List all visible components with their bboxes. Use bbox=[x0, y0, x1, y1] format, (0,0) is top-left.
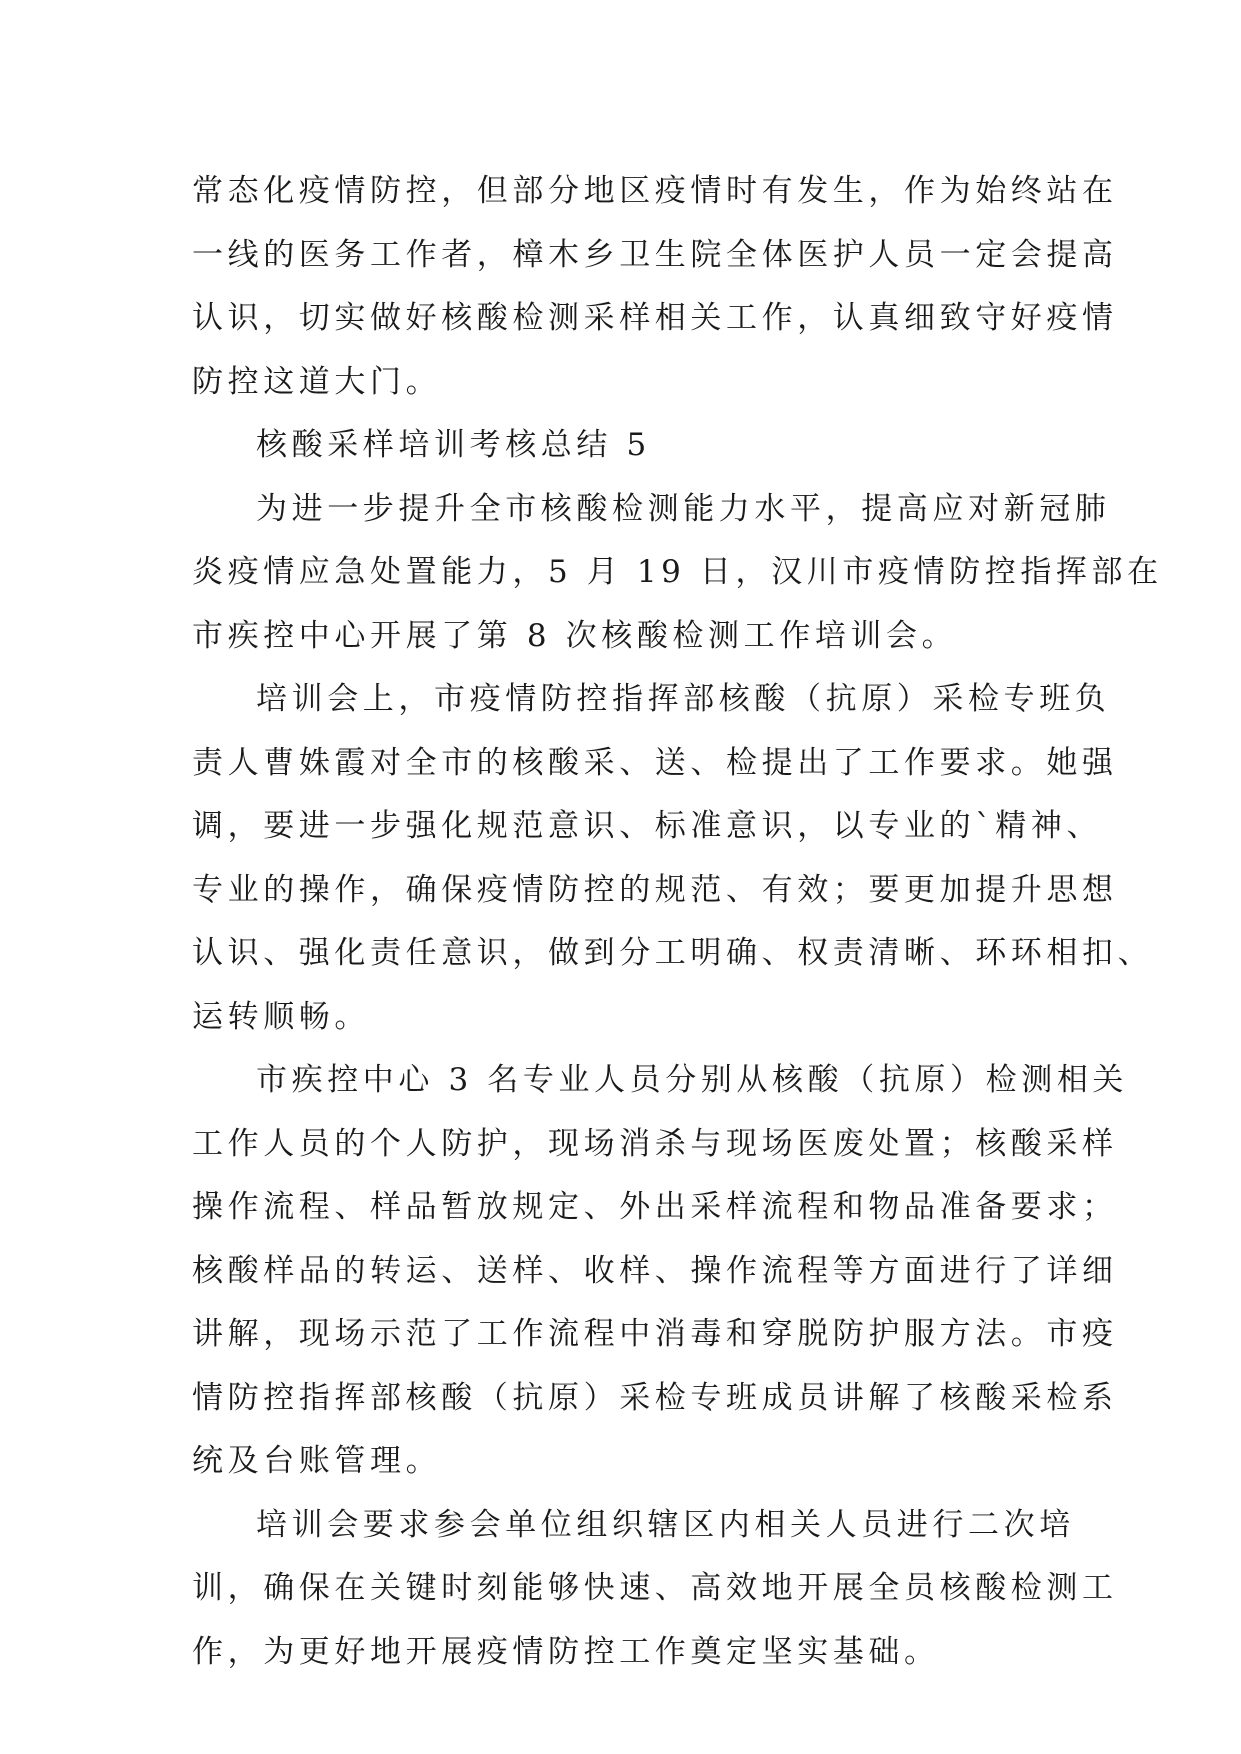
text-line: 运转顺畅。 bbox=[192, 998, 370, 1035]
text-line: 作，为更好地开展疫情防控工作奠定坚实基础。 bbox=[192, 1633, 940, 1670]
text-line: 讲解，现场示范了工作流程中消毒和穿脱防护服方法。市疫 bbox=[192, 1316, 1118, 1352]
text-line: 培训会要求参会单位组织辖区内相关人员进行二次培 bbox=[256, 1506, 1075, 1543]
text-line: 市疾控中心开展了第 8 次核酸检测工作培训会。 bbox=[192, 617, 958, 654]
text-line: 训，确保在关键时刻能够快速、高效地开展全员核酸检测工 bbox=[192, 1570, 1118, 1606]
text-line: 市疾控中心 3 名专业人员分别从核酸（抗原）检测相关 bbox=[256, 1062, 1129, 1098]
text-line: 工作人员的个人防护，现场消杀与现场医废处置；核酸采样 bbox=[192, 1125, 1118, 1162]
text-line: 调，要进一步强化规范意识、标准意识，以专业的`精神、 bbox=[192, 808, 1103, 844]
text-line: 统及台账管理。 bbox=[192, 1443, 442, 1479]
text-line: 培训会上，市疫情防控指挥部核酸（抗原）采检专班负 bbox=[256, 681, 1111, 717]
text-line: 操作流程、样品暂放规定、外出采样流程和物品准备要求； bbox=[192, 1189, 1118, 1225]
text-line: 为进一步提升全市核酸检测能力水平，提高应对新冠肺 bbox=[256, 490, 1111, 527]
text-line: 防控这道大门。 bbox=[192, 363, 442, 400]
body-text bbox=[192, 160, 1163, 1684]
text-line: 核酸样品的转运、送样、收样、操作流程等方面进行了详细 bbox=[192, 1252, 1118, 1289]
text-line: 炎疫情应急处置能力，5 月 19 日，汉川市疫情防控指挥部在 bbox=[192, 554, 1163, 590]
text-line: 认识、强化责任意识，做到分工明确、权责清晰、环环相扣、 bbox=[192, 935, 1154, 971]
text-line: 常态化疫情防控，但部分地区疫情时有发生，作为始终站在 bbox=[192, 173, 1118, 209]
text-line: 情防控指挥部核酸（抗原）采检专班成员讲解了核酸采检系 bbox=[192, 1379, 1118, 1416]
text-line: 认识，切实做好核酸检测采样相关工作，认真细致守好疫情 bbox=[192, 300, 1118, 336]
text-line: 一线的医务工作者，樟木乡卫生院全体医护人员一定会提高 bbox=[192, 236, 1118, 273]
text-line: 责人曹姝霞对全市的核酸采、送、检提出了工作要求。她强 bbox=[192, 744, 1118, 781]
section-heading: 核酸采样培训考核总结 5 bbox=[256, 427, 651, 463]
text-line: 专业的操作，确保疫情防控的规范、有效；要更加提升思想 bbox=[192, 871, 1118, 908]
